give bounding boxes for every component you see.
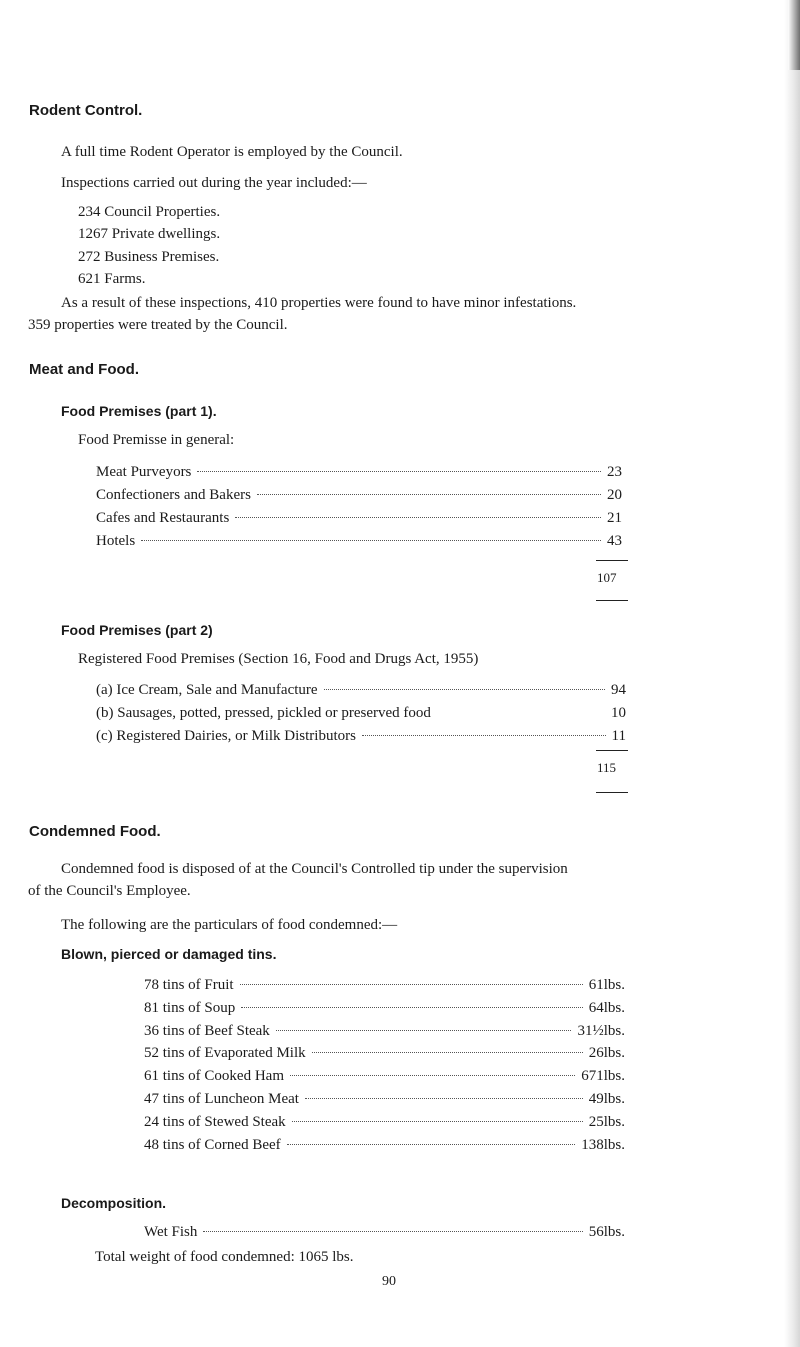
tins-row <box>144 1091 625 1108</box>
page-edge-shadow <box>784 0 800 1347</box>
registered-food-premises-label: Registered Food Premises (Section 16, Food and Drugs Act, 1955) <box>78 651 479 667</box>
inspection-item: 272 Business Premises. <box>78 249 220 265</box>
tins-row-value: 64lbs. <box>588 1000 625 1016</box>
part1-row <box>96 510 622 527</box>
tins-row-value: 671lbs. <box>581 1068 625 1084</box>
leader-dots <box>257 494 601 495</box>
part2-row-value: 94 <box>611 682 626 698</box>
tins-row-label: 52 tins of Evaporated Milk <box>144 1045 306 1061</box>
leader-dots <box>290 1075 575 1076</box>
tins-row-label: 47 tins of Luncheon Meat <box>144 1091 299 1107</box>
inspection-item: 621 Farms. <box>78 271 146 287</box>
leader-dots <box>203 1231 582 1232</box>
leader-dots <box>362 735 606 736</box>
tins-row-value: 25lbs. <box>588 1114 625 1130</box>
leader-dots <box>292 1121 583 1122</box>
page-edge-corner <box>788 0 800 70</box>
part1-total: 107 <box>597 570 617 585</box>
decomposition-row-value: 56lbs. <box>588 1224 625 1240</box>
leader-dots <box>287 1144 576 1145</box>
tins-row <box>144 1023 625 1040</box>
part1-row <box>96 464 622 481</box>
part2-row <box>96 682 626 699</box>
condemned-food-heading: Condemned Food. <box>29 823 161 840</box>
particulars-intro: The following are the particulars of food condemned:— <box>61 917 398 933</box>
condemned-paragraph-line-1: Condemned food is disposed of at the Council's Controlled tip under the supervision <box>61 861 568 877</box>
food-premises-part2-heading: Food Premises (part 2) <box>61 622 213 638</box>
tins-row-value: 49lbs. <box>588 1091 625 1107</box>
part2-row <box>96 728 626 745</box>
total-rule-bottom <box>596 600 628 601</box>
part2-row-value: 10 <box>611 705 626 721</box>
tins-row <box>144 1045 625 1062</box>
decomposition-row-label: Wet Fish <box>144 1224 198 1240</box>
inspection-item: 1267 Private dwellings. <box>78 226 221 242</box>
tins-row-label: 36 tins of Beef Steak <box>144 1023 270 1039</box>
tins-row-value: 26lbs. <box>588 1045 625 1061</box>
tins-row-label: 24 tins of Stewed Steak <box>144 1114 286 1130</box>
leader-dots <box>141 540 601 541</box>
total-rule-top <box>596 750 628 751</box>
food-premises-general-label: Food Premisse in general: <box>78 432 235 448</box>
inspection-item: 234 Council Properties. <box>78 204 221 220</box>
total-rule-bottom <box>596 792 628 793</box>
part1-row <box>96 487 622 504</box>
part1-row-label: Hotels <box>96 533 136 549</box>
part1-row-value: 23 <box>607 464 622 480</box>
part1-row <box>96 533 622 550</box>
tins-row-label: 61 tins of Cooked Ham <box>144 1068 284 1084</box>
total-rule-top <box>596 560 628 561</box>
leader-dots <box>197 471 601 472</box>
part2-row-label: (a) Ice Cream, Sale and Manufacture <box>96 682 318 698</box>
part2-total: 115 <box>597 760 617 775</box>
part2-row <box>96 705 626 722</box>
rodent-control-heading: Rodent Control. <box>29 102 143 119</box>
decomposition-heading: Decomposition. <box>61 1195 167 1211</box>
tins-row <box>144 1068 625 1085</box>
leader-dots <box>240 984 583 985</box>
condemned-paragraph-line-2: of the Council's Employee. <box>28 883 191 899</box>
part1-row-label: Confectioners and Bakers <box>96 487 251 503</box>
part1-row-value: 21 <box>607 510 622 526</box>
leader-dots <box>241 1007 582 1008</box>
tins-row-value: 138lbs. <box>581 1137 625 1153</box>
decomposition-row <box>144 1224 625 1241</box>
leader-dots <box>305 1098 583 1099</box>
leader-dots <box>324 689 605 690</box>
part1-row-label: Cafes and Restaurants <box>96 510 230 526</box>
page-number: 90 <box>382 1274 396 1289</box>
tins-row-label: 78 tins of Fruit <box>144 977 234 993</box>
tins-row-value: 31½lbs. <box>577 1023 625 1039</box>
food-premises-part1-heading: Food Premises (part 1). <box>61 403 217 419</box>
inspection-result-line-2: 359 properties were treated by the Council. <box>28 317 288 333</box>
tins-row <box>144 1137 625 1154</box>
leader-dots <box>235 517 601 518</box>
tins-row-label: 48 tins of Corned Beef <box>144 1137 281 1153</box>
inspection-result-line-1: As a result of these inspections, 410 properties were found to have minor infestations. <box>61 295 577 311</box>
meat-food-heading: Meat and Food. <box>29 361 139 378</box>
part1-row-value: 20 <box>607 487 622 503</box>
part2-row-value: 11 <box>611 728 626 744</box>
tins-row <box>144 977 625 994</box>
tins-row <box>144 1000 625 1017</box>
total-weight-condemned: Total weight of food condemned: 1065 lbs. <box>95 1249 354 1265</box>
tins-heading: Blown, pierced or damaged tins. <box>61 946 277 962</box>
inspections-intro: Inspections carried out during the year included:— <box>61 175 367 191</box>
rodent-intro: A full time Rodent Operator is employed by the Council. <box>61 144 403 160</box>
part1-row-value: 43 <box>607 533 622 549</box>
tins-row <box>144 1114 625 1131</box>
part2-row-label: (c) Registered Dairies, or Milk Distributors <box>96 728 356 744</box>
tins-row-label: 81 tins of Soup <box>144 1000 236 1016</box>
part2-row-label: (b) Sausages, potted, pressed, pickled or preserved food <box>96 705 431 721</box>
part1-row-label: Meat Purveyors <box>96 464 192 480</box>
leader-dots <box>312 1052 583 1053</box>
leader-dots <box>276 1030 572 1031</box>
tins-row-value: 61lbs. <box>588 977 625 993</box>
